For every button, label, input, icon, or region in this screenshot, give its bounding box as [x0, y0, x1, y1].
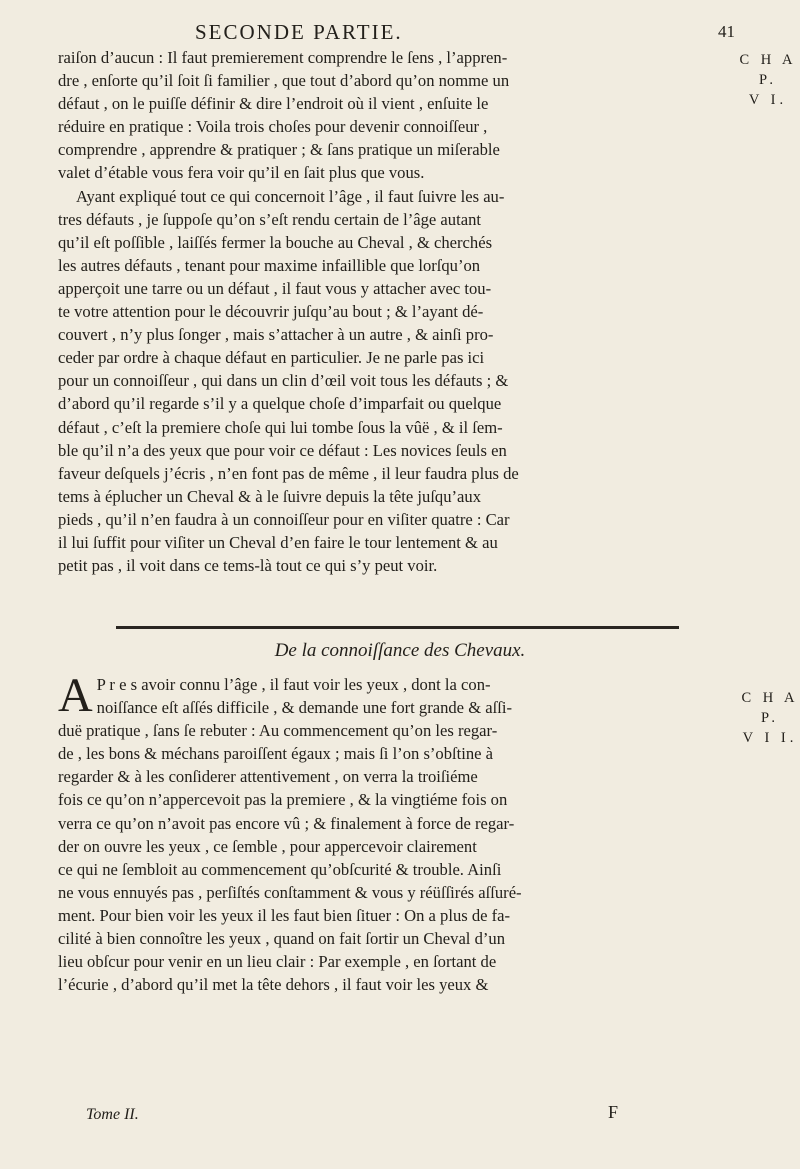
drop-cap-letter: A — [58, 669, 93, 722]
text-line: qu’il eſt poſſible , laiſſés fermer la bouche au Cheval , & cherchés — [58, 232, 493, 252]
text-line: de , les bons & méchans paroiſſent égaux ; mais ſi l’on s’obſtine à — [58, 744, 494, 764]
text-line: ble qu’il n’a des yeux que pour voir ce défaut : Les novices ſeuls en — [58, 440, 507, 460]
text-line: comprendre , apprendre & pratiquer ; & ſans pratique un miſerable — [58, 140, 500, 160]
page-footer — [86, 1102, 736, 1130]
text-line: verra ce qu’on n’avoit pas encore vû ; & finalement à force de regar- — [58, 813, 515, 833]
text-line: l’écurie , d’abord qu’il met la tête dehors , il faut voir les yeux & — [58, 975, 489, 995]
paragraph-block-1 — [58, 46, 740, 577]
running-title: SECONDE PARTIE. — [195, 20, 403, 44]
text-line: P r e s avoir connu l’âge , il faut voir les yeux , dont la con- — [96, 675, 491, 694]
text-line: duë pratique , ſans ſe rebuter : Au commencement qu’on les regar- — [58, 721, 498, 741]
text-line: pieds , qu’il n’en faudra à un connoiſſeur pour en viſiter quatre : Car — [58, 509, 510, 529]
margin-note-line: V I. — [748, 92, 788, 108]
text-line: regarder & à les conſiderer attentivement , on verra la troiſiéme — [58, 767, 478, 787]
text-line: les autres défauts , tenant pour maxime infaillible que lorſqu’on — [58, 255, 481, 275]
text-line: réduire en pratique : Voila trois choſes pour devenir connoiſſeur , — [58, 117, 488, 137]
page-number: 41 — [718, 22, 735, 41]
margin-note-chapter-7 — [740, 688, 800, 748]
text-line: ce qui ne ſembloit au commencement qu’obſcurité & trouble. Ainſi — [58, 859, 502, 879]
text-line: pour un connoiſſeur , qui dans un clin d’œil voit tous les défauts ; & — [58, 371, 509, 391]
text-line: faveur deſquels j’écris , n’en font pas de même , il leur faudra plus de — [58, 463, 519, 483]
margin-note-line: C H A P. — [739, 52, 797, 88]
text-line: ne vous ennuyés pas , perſiſtés conſtamment & vous y réüſſirés aſſuré- — [58, 882, 522, 902]
text-line: défaut , on le puiſſe définir & dire l’endroit où il vient , enſuite le — [58, 94, 489, 114]
text-line: raiſon d’aucun : Il faut premierement comprendre le ſens , l’appren- — [58, 48, 508, 67]
margin-note-line: V I I. — [742, 730, 798, 746]
text-line: dre , enſorte qu’il ſoit ſi familier , que tout d’abord qu’on nomme un — [58, 71, 510, 91]
text-line: valet d’étable vous fera voir qu’il en ſait plus que vous. — [58, 163, 425, 183]
text-line: défaut , c’eſt la premiere choſe qui lui tombe ſous la vûë , & il ſem- — [58, 417, 503, 437]
text-line: der on ouvre les yeux , ce ſemble , pour appercevoir clairement — [58, 836, 477, 856]
text-line: cilité à bien connoître les yeux , quand on fait ſortir un Cheval d’un — [58, 929, 505, 949]
text-line: tres défauts , je ſuppoſe qu’on s’eſt rendu certain de l’âge autant — [58, 209, 481, 229]
margin-note-line: C H A P. — [741, 690, 799, 726]
text-line: apperçoit une tarre ou un défaut , il faut vous y attacher avec tou- — [58, 278, 492, 298]
text-line: ceder par ordre à chaque défaut en particulier. Je ne parle pas ici — [58, 348, 485, 368]
volume-label: Tome II. — [86, 1106, 139, 1123]
section-heading: De la connoiſſance des Chevaux. — [274, 640, 526, 661]
text-line: petit pas , il voit dans ce tems-là tout ce qui s’y peut voir. — [58, 556, 438, 576]
text-line: ment. Pour bien voir les yeux il les faut bien ſituer : On a plus de fa- — [58, 905, 511, 925]
text-line: fois ce qu’on n’appercevoit pas la premiere , & la vingtiéme fois on — [58, 790, 508, 810]
paragraph-block-2 — [58, 669, 740, 996]
text-line: d’abord qu’il regarde s’il y a quelque choſe d’imparfait ou quelque — [58, 394, 502, 414]
text-line: il lui ſuffit pour viſiter un Cheval d’en faire le tour lentement & au — [58, 532, 498, 552]
margin-note-chapter-6 — [738, 50, 798, 110]
section-divider-rule — [116, 626, 679, 629]
signature-mark: F — [608, 1102, 619, 1122]
text-line: couvert , n’y plus ſonger , mais s’attacher à un autre , & ainſi pro- — [58, 325, 494, 345]
text-line: noiſſance eſt aſſés difficile , & demande une fort grande & aſſi- — [96, 698, 512, 718]
text-line: lieu obſcur pour venir en un lieu clair : Par exemple , en ſortant de — [58, 952, 497, 972]
text-line: tems à éplucher un Cheval & à le ſuivre depuis la tête juſqu’aux — [58, 486, 482, 506]
text-line: te votre attention pour le découvrir juſqu’au bout ; & l’ayant dé- — [58, 302, 484, 322]
text-line: Ayant expliqué tout ce qui concernoit l’âge , il faut ſuivre les au- — [76, 186, 505, 206]
